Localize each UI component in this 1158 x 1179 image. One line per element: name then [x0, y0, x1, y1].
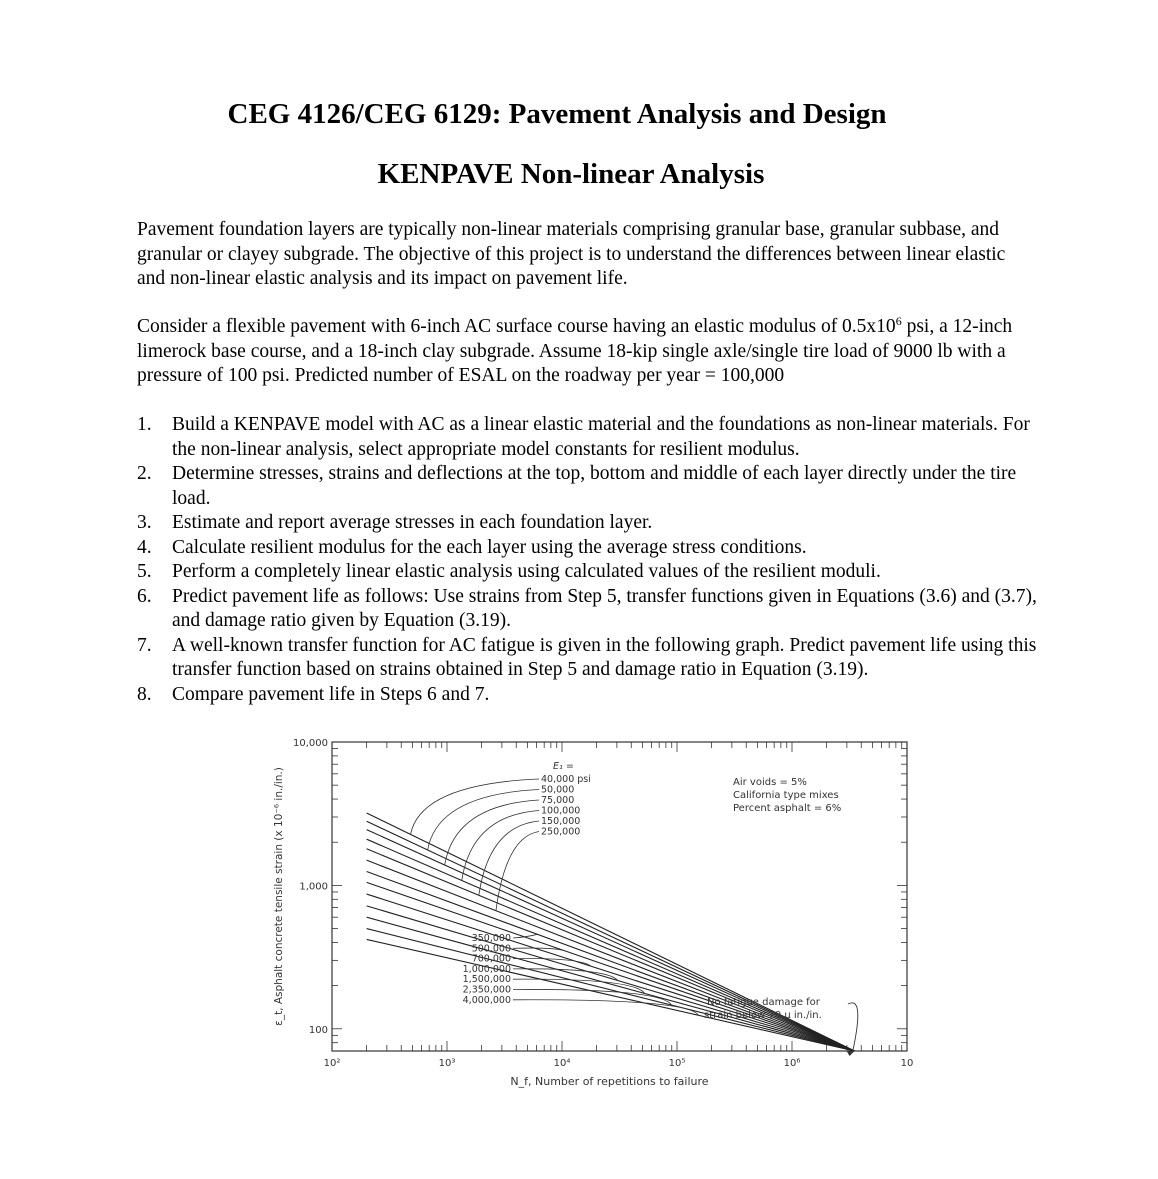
- task-item: [137, 462, 1037, 511]
- x-tick-label: 10⁶: [783, 1058, 801, 1069]
- task-text: Build a KENPAVE model with AC as a linear elastic material and the foundations as non-linear materials. For the non-linear analysis, select appropriate model constants for resilient modulus.: [172, 414, 1030, 460]
- task-text: Predict pavement life as follows: Use strains from Step 5, transfer functions given in Equations (3.6) and (3.7), and damage ratio given by Equation (3.19).: [172, 585, 1037, 631]
- series-label: 100,000: [541, 805, 581, 817]
- plot-frame: [332, 742, 907, 1051]
- task-number: 5.: [137, 561, 152, 582]
- task-item: [137, 536, 1037, 561]
- series-label: 50,000: [541, 784, 575, 796]
- note-arrowhead: [847, 1051, 855, 1056]
- series-line: [367, 894, 855, 1051]
- page-subtitle: KENPAVE Non-linear Analysis: [377, 158, 765, 190]
- series-leader: [445, 800, 539, 865]
- series-leader: [513, 1000, 698, 1016]
- x-tick-label: 10²: [323, 1058, 341, 1069]
- x-axis-label: N_f, Number of repetitions to failure: [510, 1075, 709, 1088]
- series-line: [367, 917, 855, 1051]
- x-tick-label: 10³: [438, 1058, 456, 1069]
- series-leader: [513, 989, 672, 1005]
- series-label: 75,000: [541, 795, 575, 806]
- task-text: A well-known transfer function for AC fatigue is given in the following graph. Predict pavement life using this transfer function based on strains obtained in Step 5 and damage ratio in Equation (3.19).: [172, 634, 1037, 680]
- x-tick-label: 10⁴: [553, 1058, 571, 1069]
- task-text: Calculate resilient modulus for the each layer using the average stress conditions.: [172, 536, 807, 558]
- y-tick-label: 100: [308, 1024, 328, 1036]
- x-tick-label: 10: [900, 1058, 914, 1069]
- no-damage-note: No fatigue damage for: [707, 997, 820, 1008]
- task-text: Estimate and report average stresses in each foundation layer.: [172, 512, 653, 533]
- series-label: 700,000: [471, 953, 511, 965]
- task-item: [137, 511, 1037, 536]
- task-item: [137, 634, 1037, 683]
- note-arrow: [848, 1003, 858, 1052]
- series-line: [367, 906, 855, 1051]
- task-number: 6.: [137, 585, 152, 607]
- task-item: [137, 585, 1037, 634]
- task-text: Perform a completely linear elastic analysis using calculated values of the resilient moduli.: [172, 561, 881, 582]
- mix-annotation: Percent asphalt = 6%: [733, 803, 842, 814]
- fatigue-chart: [270, 733, 920, 1098]
- task-text: Determine stresses, strains and deflections at the top, bottom and middle of each layer directly under the tire load.: [172, 463, 1017, 509]
- task-item: [137, 413, 1037, 462]
- x-tick-label: 10⁵: [668, 1058, 686, 1069]
- mix-annotation: California type mixes: [733, 790, 839, 801]
- series-leader: [428, 790, 539, 850]
- task-item: [137, 560, 1037, 585]
- series-label: 350,000: [471, 933, 511, 944]
- task-number: 8.: [137, 683, 152, 705]
- mix-annotation: Air voids = 5%: [733, 777, 807, 788]
- series-line: [367, 929, 855, 1051]
- series-label: 250,000: [541, 826, 581, 838]
- y-tick-label: 10,000: [293, 738, 328, 749]
- problem-text-a: Consider a flexible pavement with 6-inch AC surface course having an elastic modulus of 0.5x10: [137, 316, 896, 337]
- series-line: [367, 871, 855, 1051]
- intro-paragraph: Pavement foundation layers are typically non-linear materials comprising granular base, granular subbase, and granular or clayey subgrade. The objective of this project is to understand the differences between linear elastic and non-linear elastic analysis and its impact on pavement life.: [137, 219, 1006, 289]
- series-label: 40,000 psi: [541, 774, 591, 785]
- series-line: [367, 860, 855, 1051]
- task-number: 2.: [137, 463, 152, 484]
- task-text: Compare pavement life in Steps 6 and 7.: [172, 683, 490, 705]
- series-label: 4,000,000: [462, 994, 511, 1006]
- series-label: 1,000,000: [462, 963, 511, 975]
- task-list: [137, 413, 1037, 707]
- task-number: 1.: [137, 414, 152, 435]
- problem-statement: [137, 315, 1037, 389]
- task-number: 7.: [137, 634, 152, 656]
- y-tick-label: 1,000: [299, 881, 328, 893]
- no-damage-note: strain below 70 μ in./in.: [704, 1010, 822, 1021]
- series-line: [367, 882, 855, 1051]
- series-leader: [462, 811, 539, 881]
- exponent: 6: [895, 314, 902, 328]
- series-label: 2,350,000: [462, 984, 511, 996]
- task-number: 3.: [137, 512, 152, 533]
- page-title: CEG 4126/CEG 6129: Pavement Analysis and Design: [227, 98, 887, 130]
- series-label: 500,000: [471, 943, 511, 955]
- series-label: 150,000: [541, 816, 581, 827]
- e1-header: E₁ =: [553, 761, 574, 772]
- task-item: [137, 683, 1037, 708]
- series-label: 1,500,000: [462, 974, 511, 986]
- task-number: 4.: [137, 536, 152, 558]
- problem-text-b: psi, a 12-inch limerock base course, and a 18-inch clay subgrade. Assume 18-kip single axle/single tire load of 9000 lb with a pressure of 100 psi. Predicted number of ESAL on the roadway per year = 100,000: [137, 316, 1013, 386]
- y-axis-label: ε_t, Asphalt concrete tensile strain (x 10⁻⁶ in./in.): [273, 767, 285, 1026]
